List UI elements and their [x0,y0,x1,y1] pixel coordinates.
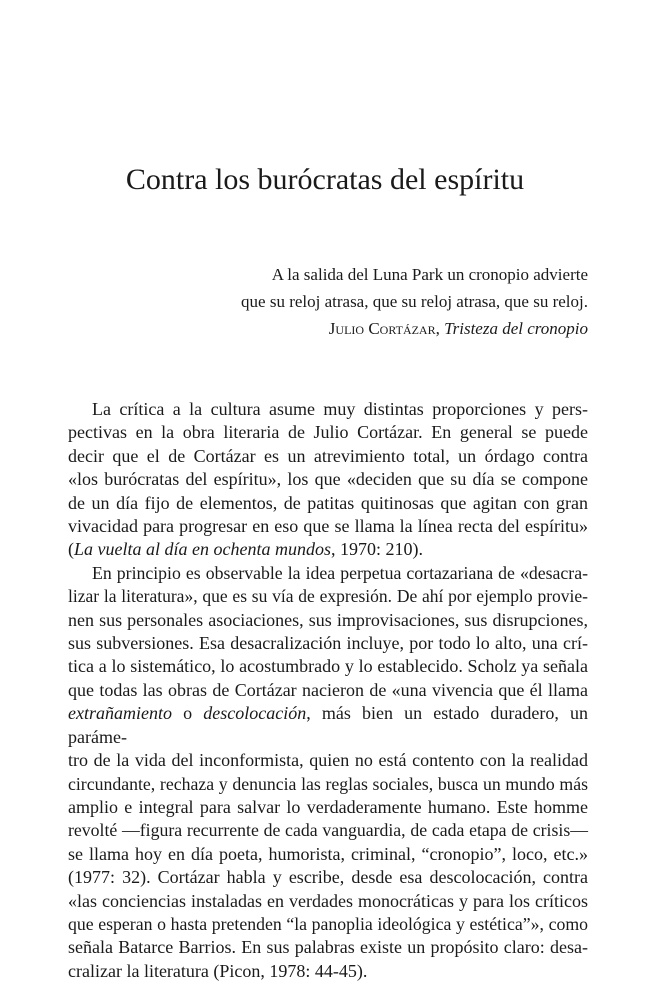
text-line: revolté —figura recurrente de cada vanguardia, de cada etapa de crisis— [68,820,588,841]
text-line: señala Batarce Barrios. En sus palabras existe un propósito claro: desa- [68,937,588,958]
text-line: nen sus personales asociaciones, sus improvisaciones, sus disrupciones, [68,609,588,630]
text-line: que todas las obras de Cortázar nacieron de «una vivencia que él llama [68,679,588,700]
text-line: tica a lo sistemático, lo acostumbrado y lo establecido. Scholz ya señala [68,656,588,677]
text-line: (La vuelta al día en ochenta mundos, 1970: 210). [68,539,423,560]
emphasis: extrañamiento [68,703,172,724]
text-line: de un día fijo de elementos, de patitas quitinosas que agitan con gran [68,492,588,513]
epigraph-work-title: Tristeza del cronopio [444,319,588,338]
emphasis: descolocación [203,703,307,724]
paragraph [68,398,588,562]
text-line: circundante, rechaza y denuncia las reglas sociales, busca un mundo más [68,773,588,794]
text-line: vivacidad para progresar en eso que se llama la línea recta del espíritu» [68,516,588,537]
paragraph [68,562,588,983]
text-line: se llama hoy en día poeta, humorista, criminal, “cronopio”, loco, etc.» [68,843,588,864]
text-line: decir que el de Cortázar es un atrevimiento total, un órdago contra [68,445,588,466]
text-line: amplio e integral para salvar lo verdaderamente humano. Este homme [68,796,588,817]
text-line: que esperan o hasta pretenden “la panoplia ideológica y estética”», como [68,913,588,934]
text-line: «los burócratas del espíritu», los que «deciden que su día se compone [68,469,588,490]
chapter-title: Contra los burócratas del espíritu [125,163,525,196]
text-line: pectivas en la obra literaria de Julio Cortázar. En general se puede [68,422,588,443]
epigraph-line: A la salida del Luna Park un cronopio advierte [271,265,588,284]
text-line: extrañamiento o descolocación, más bien un estado duradero, un paráme- [68,703,589,747]
epigraph-attribution [180,315,588,342]
body-text [68,398,588,983]
text-line: La crítica a la cultura asume muy distintas proporciones y pers- [92,399,588,419]
text-line: lizar la literatura», que es su vía de expresión. De ahí por ejemplo provie- [68,586,588,607]
text-line: «las conciencias instaladas en verdades monocráticas y para los críticos [68,890,588,911]
text-line: sus subversiones. Esa desacralización incluye, por todo lo alto, una crí- [68,633,588,654]
text-line: tro de la vida del inconformista, quien no está contento con la realidad [68,750,588,771]
text-line: En principio es observable la idea perpetua cortazariana de «desacra- [92,562,588,583]
epigraph-line: que su reloj atrasa, que su reloj atrasa, que su reloj. [241,292,588,311]
text-line: cralizar la literatura (Picon, 1978: 44-45). [68,960,368,981]
text-line: (1977: 32). Cortázar habla y escribe, desde esa descolocación, contra [68,867,588,888]
cited-work-title: La vuelta al día en ochenta mundos [74,539,331,560]
epigraph-author: Julio Cortázar, [328,319,440,338]
epigraph [180,261,588,342]
